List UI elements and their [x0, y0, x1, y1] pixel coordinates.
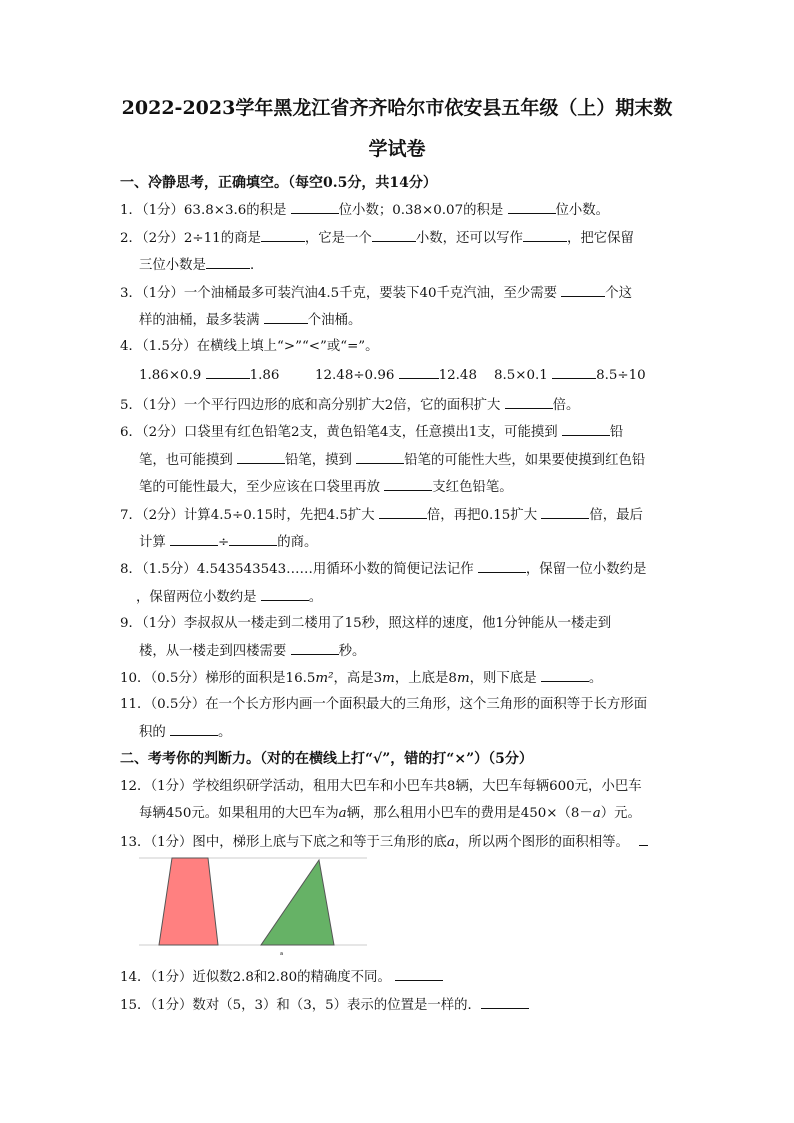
question-15: 15．（1分）数对（5，3）和（3，5）表示的位置是一样的． — [120, 996, 529, 1015]
question-12: 12．（1分）学校组织研学活动，租用大巴车和小巴车共8辆，大巴车每辆600元，小巴车 — [120, 779, 642, 794]
answer-blank[interactable] — [170, 533, 218, 546]
answer-blank[interactable] — [562, 423, 610, 436]
answer-blank[interactable] — [206, 256, 250, 269]
page-title-line2: 学试卷 — [368, 138, 426, 160]
answer-blank[interactable] — [478, 560, 526, 573]
question-11: 11．（0.5分）在一个长方形内画一个面积最大的三角形，这个三角形的面积等于长方形面 — [120, 697, 648, 712]
question-6-cont2: 笔的可能性最大，至少应该在口袋里再放 支红色铅笔。 — [139, 480, 513, 495]
question-4: 4．（1.5分）在横线上填上“>”“<”或“=”。 — [120, 339, 379, 354]
answer-blank[interactable] — [237, 451, 285, 464]
answer-blank[interactable] — [261, 588, 309, 601]
question-4-a: 1.86×0.9 1.86 — [139, 368, 280, 383]
section-true-false: 二、考考你的判断力。（对的在横线上打“√”，错的打“×”）（5分） — [120, 751, 533, 767]
trapezoid-triangle-figure — [139, 855, 367, 957]
answer-blank[interactable] — [356, 451, 404, 464]
question-8-cont: ，保留两位小数约是 。 — [136, 590, 323, 605]
answer-blank[interactable] — [291, 201, 339, 214]
question-5: 5．（1分）一个平行四边形的底和高分别扩大2倍，它的面积扩大 倍。 — [120, 398, 580, 413]
answer-blank[interactable] — [206, 366, 250, 379]
question-8: 8．（1.5分）4.543543543……用循环小数的简便记法记作 ，保留一位小数约是 — [120, 562, 647, 577]
section-fill-in: 一、冷静思考，正确填空。（每空0.5分，共14分） — [120, 175, 437, 191]
question-3-cont: 样的油桶，最多装满 个油桶。 — [139, 313, 362, 328]
answer-blank[interactable] — [379, 506, 427, 519]
answer-blank[interactable] — [523, 229, 567, 242]
question-7: 7．（2分）计算4.5÷0.15时，先把4.5扩大 倍，再把0.15扩大 倍，最后 — [120, 508, 643, 523]
question-10: 10．（0.5分）梯形的面积是16.5m²，高是3m，上底是8m，则下底是 。 — [120, 671, 603, 686]
answer-blank[interactable] — [170, 723, 218, 736]
answer-blank[interactable] — [541, 669, 589, 682]
question-6-cont1: 笔，也可能摸到 铅笔，摸到 铅笔的可能性大些，如果要使摸到红色铅 — [139, 453, 646, 468]
question-2-cont: 三位小数是 ． — [139, 258, 264, 273]
answer-blank[interactable] — [481, 996, 529, 1009]
answer-blank[interactable] — [384, 478, 432, 491]
answer-blank[interactable] — [291, 642, 339, 655]
answer-blank[interactable] — [229, 533, 277, 546]
triangle-shape — [261, 860, 334, 945]
question-11-cont: 积的 。 — [139, 725, 232, 740]
answer-blank[interactable] — [264, 311, 308, 324]
triangle-base-label: a — [280, 951, 284, 957]
question-14: 14．（1分）近似数2.8和2.80的精确度不同。 — [120, 968, 443, 987]
answer-blank[interactable] — [399, 366, 439, 379]
question-1: 1．（1分）63.8×3.6的积是 位小数；0.38×0.07的积是 位小数。 — [120, 203, 610, 218]
trapezoid-shape — [159, 858, 218, 945]
question-9: 9．（1分）李叔叔从一楼走到二楼用了15秒，照这样的速度，他1分钟能从一楼走到 — [120, 616, 612, 631]
answer-blank[interactable] — [639, 833, 648, 846]
question-9-cont: 楼，从一楼走到四楼需要 秒。 — [139, 644, 366, 659]
question-7-cont: 计算 ÷ 的商。 — [139, 535, 318, 550]
answer-blank[interactable] — [372, 229, 416, 242]
answer-blank[interactable] — [541, 506, 589, 519]
answer-blank[interactable] — [261, 229, 305, 242]
question-4-b: 12.48÷0.96 12.48 — [315, 368, 477, 383]
page-title-line1: 2022-2023学年黑龙江省齐齐哈尔市依安县五年级（上）期末数 — [121, 97, 673, 119]
answer-blank[interactable] — [552, 366, 596, 379]
question-12-cont: 每辆450元。如果租用的大巴车为a辆，那么租用小巴车的费用是450×（8－a）元。 — [139, 806, 641, 821]
question-13: 13．（1分）图中，梯形上底与下底之和等于三角形的底a，所以两个图形的面积相等。 — [120, 833, 648, 852]
question-6: 6．（2分）口袋里有红色铅笔2支，黄色铅笔4支，任意摸出1支，可能摸到 铅 — [120, 425, 624, 440]
answer-blank[interactable] — [395, 968, 443, 981]
answer-blank[interactable] — [505, 396, 553, 409]
question-2: 2．（2分）2÷11的商是 ，它是一个 小数，还可以写作 ，把它保留 — [120, 231, 634, 246]
answer-blank[interactable] — [561, 284, 605, 297]
answer-blank[interactable] — [508, 201, 556, 214]
question-3: 3．（1分）一个油桶最多可装汽油4.5千克，要装下40千克汽油，至少需要 个这 — [120, 286, 633, 301]
question-4-c: 8.5×0.1 8.5÷10 — [494, 368, 646, 383]
